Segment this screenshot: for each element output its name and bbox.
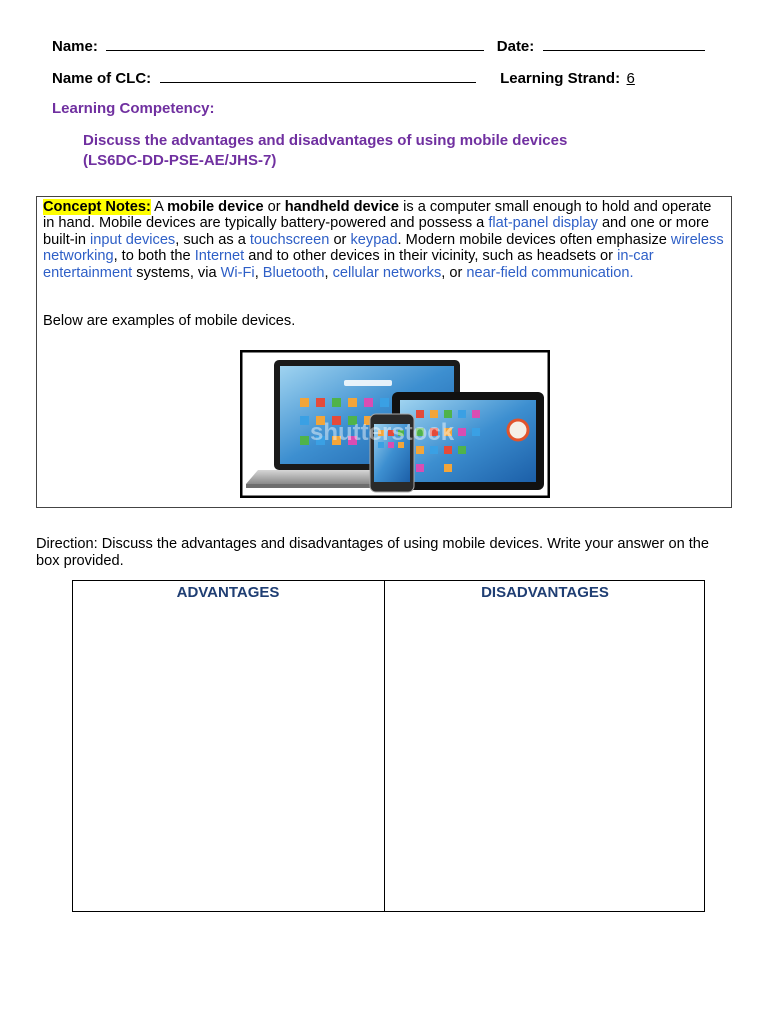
advantages-header: ADVANTAGES — [176, 584, 280, 601]
name-label: Name: — [52, 38, 98, 55]
disadvantages-header: DISADVANTAGES — [481, 584, 609, 601]
notes-text: , such as a — [175, 231, 250, 248]
disadvantages-answer-area[interactable] — [387, 606, 703, 910]
notes-text: and one or more built-in — [43, 215, 710, 248]
competency-code: (LS6DC-DD-PSE-AE/JHS-7) — [83, 152, 277, 169]
notes-text: systems, via — [132, 264, 221, 281]
link-keypad[interactable]: keypad — [350, 231, 398, 248]
advantages-answer-area[interactable] — [74, 606, 382, 910]
watermark-text: shutterstock — [310, 419, 455, 446]
examples-text: Below are examples of mobile devices. — [43, 313, 296, 329]
link-cellular-networks[interactable]: cellular networks — [332, 264, 442, 281]
notes-text: A — [150, 199, 168, 215]
link-wifi[interactable]: Wi-Fi — [220, 264, 255, 281]
clc-label: Name of CLC: — [52, 70, 152, 87]
notes-text: , — [324, 264, 333, 281]
notes-text: or — [263, 199, 285, 215]
link-bluetooth[interactable]: Bluetooth — [262, 264, 325, 281]
link-near-field-communication[interactable]: near-field communication. — [466, 264, 634, 281]
concept-notes-paragraph — [43, 199, 725, 281]
link-internet[interactable]: Internet — [194, 248, 245, 265]
link-flat-panel-display[interactable]: flat-panel display — [488, 215, 598, 232]
notes-text: or — [329, 231, 351, 248]
term-mobile-device: mobile device — [167, 199, 264, 215]
competency-line1: Discuss the advantages and disadvantages of using mobile devices — [83, 132, 568, 149]
clc-field[interactable] — [160, 68, 476, 83]
notes-text: , — [254, 264, 263, 281]
strand-value: 6 — [626, 70, 635, 87]
table-divider — [384, 580, 385, 912]
notes-text: . Modern mobile devices often emphasize — [397, 231, 671, 248]
name-row — [52, 36, 705, 56]
clc-row — [52, 68, 635, 88]
concept-notes-label: Concept Notes: — [43, 199, 151, 215]
notes-text: , or — [441, 264, 467, 281]
link-wireless-networking[interactable]: wireless networking — [43, 231, 724, 265]
term-handheld-device: handheld device — [284, 199, 400, 215]
strand-label: Learning Strand: — [500, 70, 621, 87]
link-input-devices[interactable]: input devices — [90, 231, 176, 248]
mobile-devices-image — [240, 350, 550, 498]
competency-heading: Learning Competency: — [52, 100, 215, 117]
date-field[interactable] — [543, 36, 705, 51]
link-in-car-entertainment[interactable]: in-car entertainment — [43, 248, 654, 281]
link-touchscreen[interactable]: touchscreen — [249, 231, 330, 248]
notes-text: and to other devices in their vicinity, such as headsets or — [244, 248, 618, 265]
date-label: Date: — [496, 38, 535, 55]
direction-text: Direction: Discuss the advantages and disadvantages of using mobile devices. Write your answer on the box provided. — [36, 536, 710, 569]
notes-text: is a computer small enough to hold and operate in hand. Mobile devices are typically battery-powered and possess a — [43, 199, 712, 232]
name-field[interactable] — [106, 36, 484, 51]
notes-text: , to both the — [113, 248, 195, 265]
